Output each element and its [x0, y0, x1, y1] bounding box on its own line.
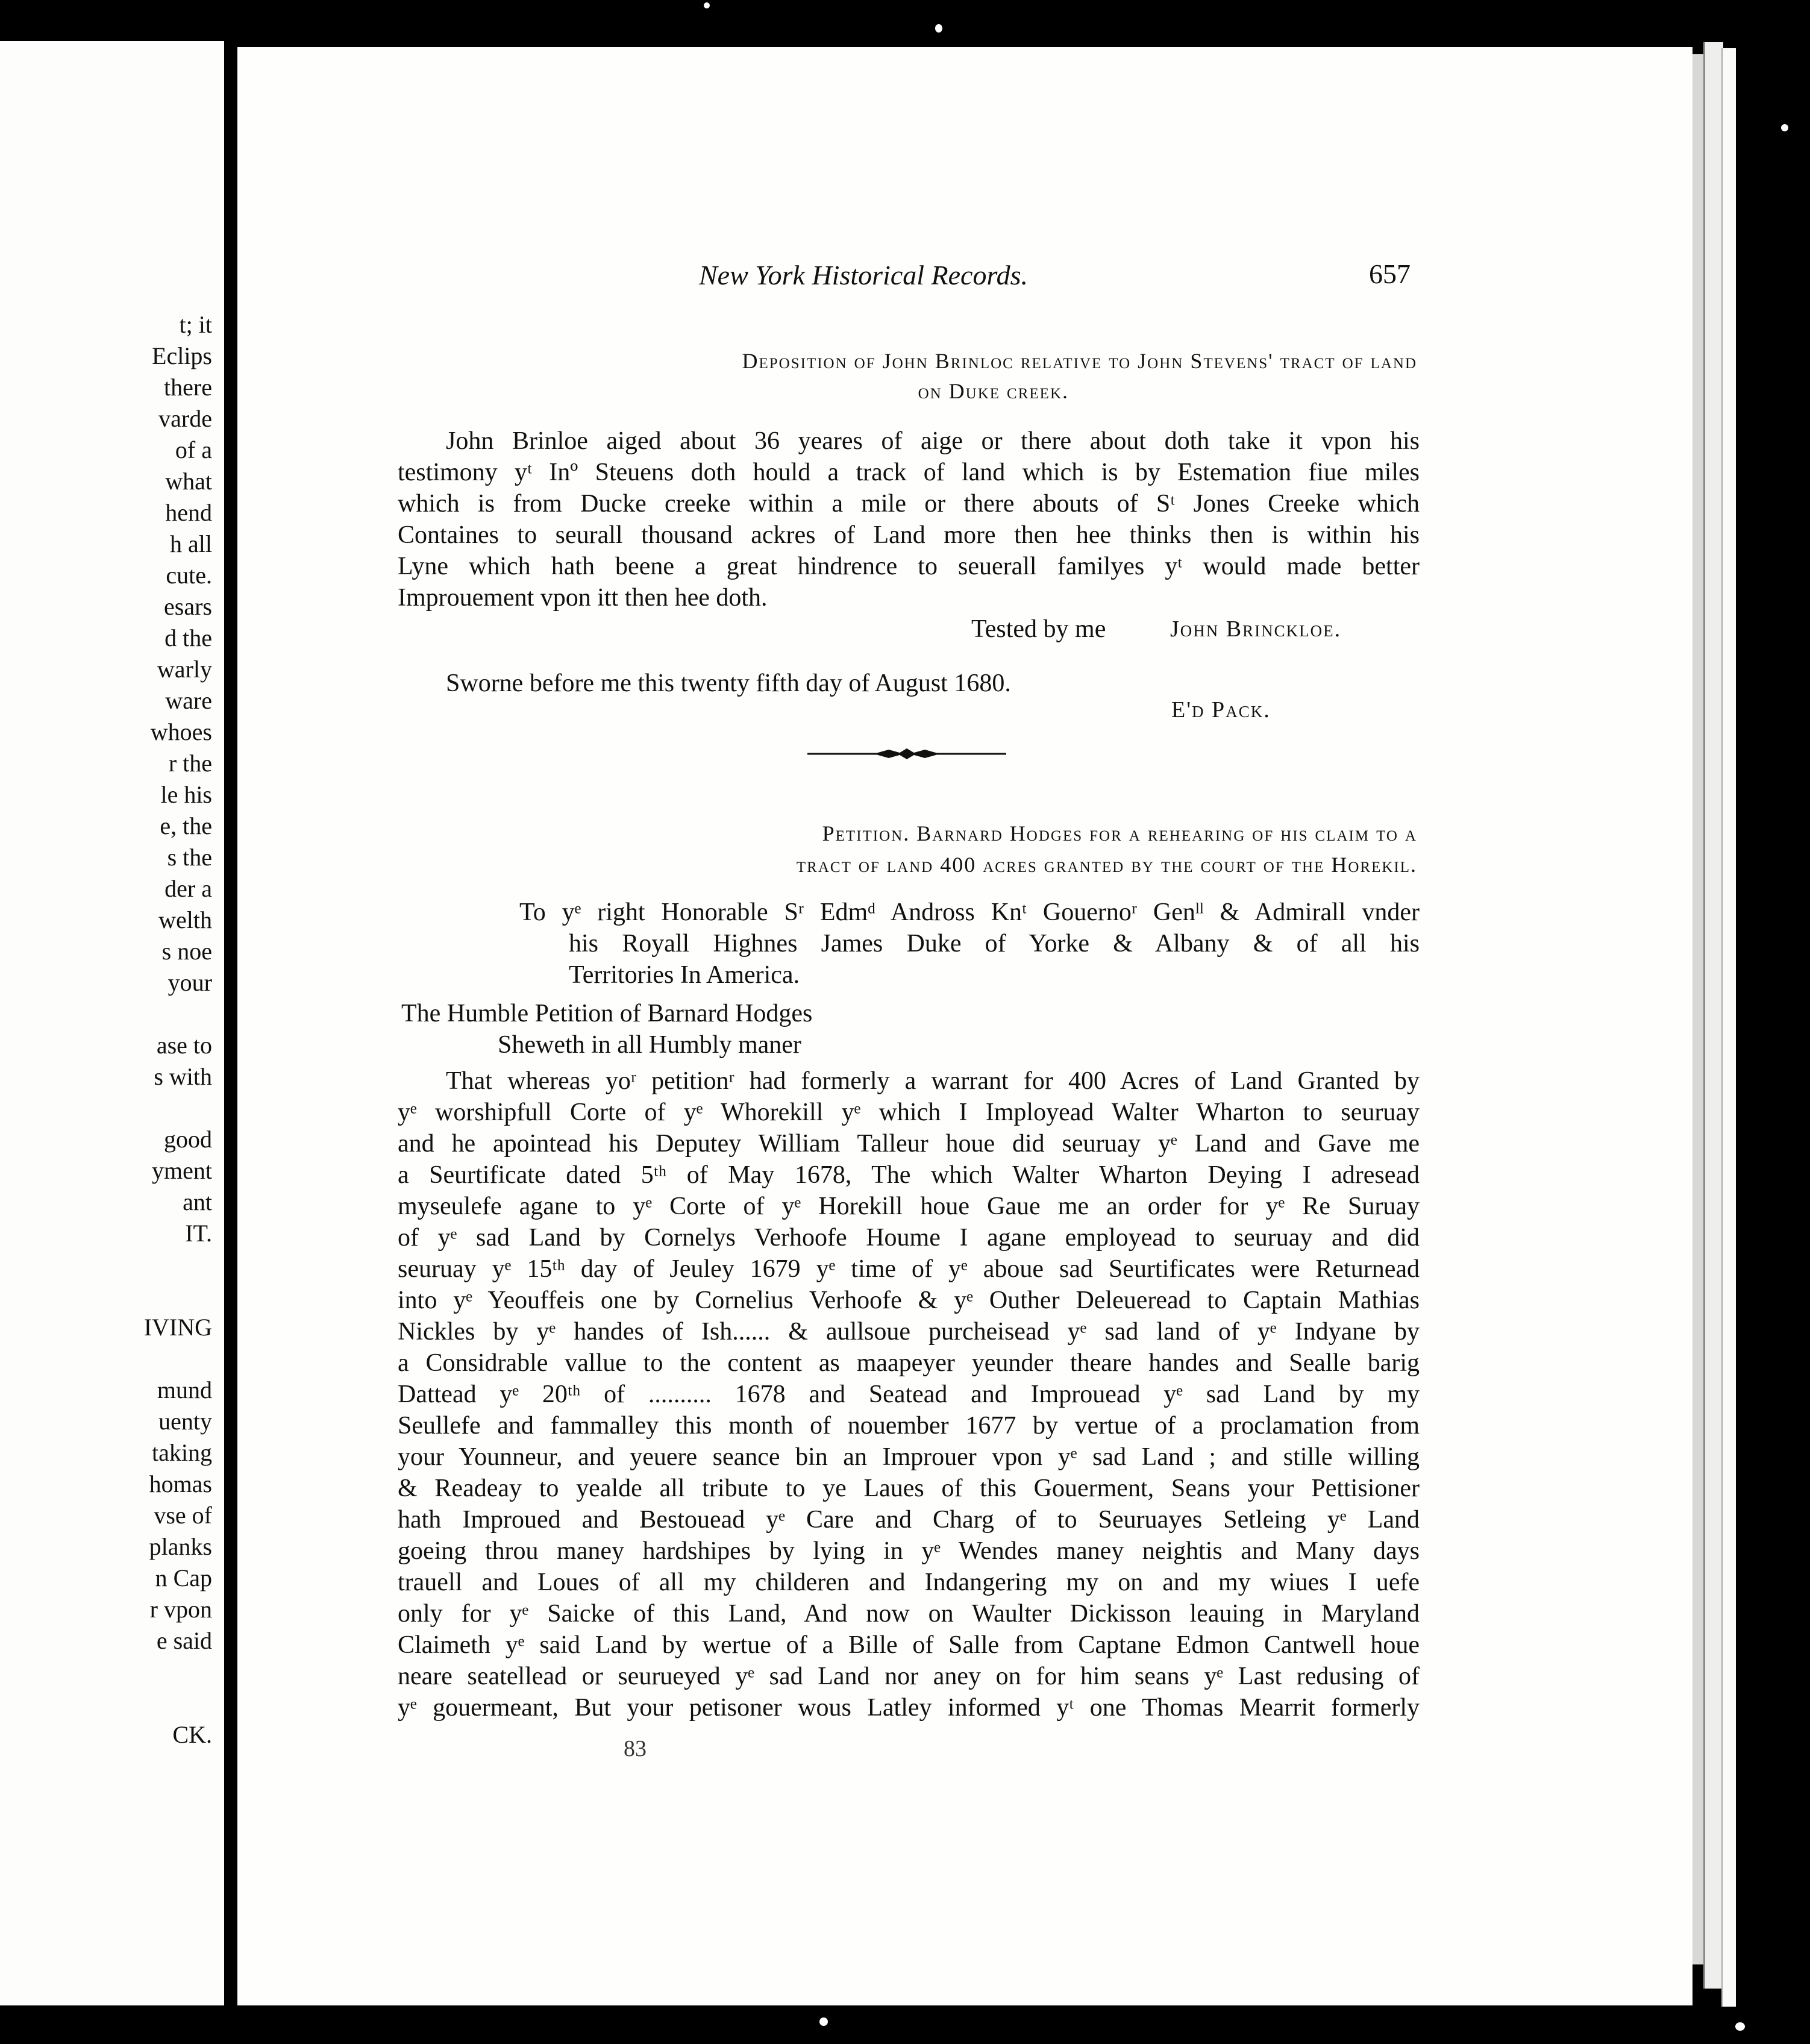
left-page-text-fragment: cute.	[166, 562, 212, 589]
left-page-text-fragment: CK.	[172, 1721, 212, 1748]
left-page-text-fragment: s noe	[161, 938, 212, 965]
signature-brinckloe: John Brinckloe.	[1170, 616, 1342, 642]
left-page-text-fragment: warly	[157, 656, 212, 683]
left-page-text-fragment: t; it	[179, 311, 212, 338]
left-page-text-fragment: planks	[149, 1533, 212, 1560]
left-page-text-fragment: good	[164, 1126, 212, 1153]
left-page-text-fragment: ware	[165, 687, 212, 714]
left-page-text-fragment: r vpon	[149, 1596, 212, 1623]
page-edge	[1693, 54, 1703, 1964]
left-page-text-fragment: uenty	[158, 1408, 212, 1435]
section2-heading-line2: tract of land 400 acres granted by the court of the Horekil.	[796, 853, 1417, 877]
address-line: Territories In America.	[569, 961, 800, 989]
page-edge	[1703, 42, 1723, 1989]
left-page-text-fragment: homas	[149, 1470, 212, 1497]
left-page-text-fragment: s the	[167, 844, 212, 871]
left-facing-page	[0, 41, 224, 2005]
section1-heading-line1: Deposition of John Brinloc relative to John Stevens' tract of land	[742, 349, 1417, 373]
left-page-text-fragment: IVING	[143, 1314, 212, 1341]
petition-line: neare seatellead or seurueyed yᵉ sad Land nor aney on for him seans yᵉ Last redusing of	[398, 1663, 1420, 1690]
left-page-text-fragment: hend	[165, 499, 212, 526]
page-edge	[1721, 48, 1736, 2007]
petition-line: into yᵉ Yeouffeis one by Cornelius Verhoofe & yᵉ Outher Deleueread to Captain Mathias	[398, 1287, 1420, 1314]
left-page-text-fragment: your	[168, 969, 212, 996]
left-page-text-fragment: vse of	[154, 1502, 212, 1529]
petition-line: goeing throu maney hardshipes by lying in yᵉ Wendes maney neightis and Many days	[398, 1537, 1420, 1565]
sworne-statement: Sworne before me this twenty fifth day of August 1680.	[446, 669, 1011, 697]
left-page-text-fragment: der a	[164, 875, 212, 902]
section1-line: Improuement vpon itt then hee doth.	[398, 584, 768, 612]
petition-line: yᵉ gouermeant, But your petisoner wous Latley informed yᵗ one Thomas Mearrit formerly	[398, 1694, 1420, 1722]
left-page-text-fragment: yment	[152, 1157, 212, 1184]
scan-speck	[819, 2017, 828, 2026]
petition-line: your Younneur, and yeuere seance bin an Improuer vpon yᵉ sad Land ; and stille willing	[398, 1443, 1420, 1471]
section1-heading-line2: on Duke creek.	[918, 379, 1069, 403]
left-page-text-fragment: ant	[183, 1188, 212, 1215]
left-page-text-fragment: s with	[154, 1063, 212, 1090]
left-page-text-fragment: varde	[158, 405, 212, 432]
left-page-text-fragment: of a	[175, 436, 212, 463]
scan-speck	[935, 24, 942, 33]
left-page-text-fragment: h all	[170, 530, 212, 557]
left-page-text-fragment: taking	[152, 1439, 212, 1466]
humble-petition-line: The Humble Petition of Barnard Hodges	[401, 1000, 813, 1027]
left-page-text-fragment: e said	[156, 1627, 212, 1654]
left-page-text-fragment: e, the	[160, 812, 212, 839]
left-page-text-fragment: d the	[164, 624, 212, 651]
left-page-text-fragment: IT.	[185, 1220, 212, 1247]
scan-speck	[704, 2, 710, 8]
left-page-text-fragment: there	[164, 374, 212, 401]
section2-heading-line1: Petition. Barnard Hodges for a rehearing of his claim to a	[822, 821, 1417, 845]
petition-line: of yᵉ sad Land by Cornelys Verhoofe Houme I agane employead to seuruay and did	[398, 1224, 1420, 1252]
address-line: his Royall Highnes James Duke of Yorke & Albany & of all his	[569, 930, 1420, 958]
section1-line: which is from Ducke creeke within a mile or there abouts of Sᵗ Jones Creeke which	[398, 490, 1420, 518]
left-page-text-fragment: le his	[160, 781, 212, 808]
sheweth-line: Sheweth in all Humbly maner	[498, 1031, 801, 1059]
petition-line: a Seurtificate dated 5ᵗʰ of May 1678, The which Walter Wharton Deying I adresead	[398, 1161, 1420, 1189]
tested-by: Tested by me	[971, 615, 1106, 643]
scan-speck	[1781, 124, 1788, 131]
petition-line: yᵉ worshipfull Corte of yᵉ Whorekill yᵉ which I Imployead Walter Wharton to seuruay	[398, 1099, 1420, 1126]
left-page-text-fragment: what	[165, 468, 212, 495]
section-divider-ornament	[807, 745, 1006, 763]
left-page-text-fragment: esars	[164, 593, 212, 620]
left-page-text-fragment: Eclips	[152, 342, 212, 369]
running-header-title: New York Historical Records.	[699, 260, 1029, 290]
scan-speck	[1735, 2022, 1745, 2031]
petition-line: & Readeay to yealde all tribute to ye Laues of this Gouerment, Seans your Pettisioner	[398, 1475, 1420, 1502]
petition-line: Nickles by yᵉ handes of Ish...... & aullsoue purcheisead yᵉ sad land of yᵉ Indyane by	[398, 1318, 1420, 1346]
book-gutter	[224, 41, 237, 2005]
petition-line: hath Improued and Bestouead yᵉ Care and Charg of to Seuruayes Setleing yᵉ Land	[398, 1506, 1420, 1534]
petition-line: Seullefe and fammalley this month of nouember 1677 by vertue of a proclamation from	[398, 1412, 1420, 1440]
petition-line: That whereas yoʳ petitionʳ had formerly a warrant for 400 Acres of Land Granted by	[446, 1067, 1420, 1095]
page-number: 657	[1369, 259, 1411, 289]
petition-line: and he apointead his Deputey William Talleur houe did seuruay yᵉ Land and Gave me	[398, 1130, 1420, 1158]
left-page-text-fragment: r the	[168, 750, 212, 777]
petition-line: myseulefe agane to yᵉ Corte of yᵉ Horekill houe Gaue me an order for yᵉ Re Suruay	[398, 1193, 1420, 1220]
petition-line: seuruay yᵉ 15ᵗʰ day of Jeuley 1679 yᵉ time of yᵉ aboue sad Seurtificates were Returnead	[398, 1255, 1420, 1283]
petition-line: a Considrable vallue to the content as maapeyer yeunder theare handes and Sealle barig	[398, 1349, 1420, 1377]
address-line: To yᵉ right Honorable Sʳ Edmᵈ Andross Knᵗ Gouernoʳ Genˡˡ & Admirall vnder	[519, 898, 1420, 926]
petition-line: Dattead yᵉ 20ᵗʰ of .......... 1678 and Seatead and Improuead yᵉ sad Land by my	[398, 1381, 1420, 1408]
section1-line: John Brinloe aiged about 36 yeares of aige or there about doth take it vpon his	[446, 427, 1420, 455]
left-page-text-fragment: welth	[158, 906, 212, 933]
petition-line: trauell and Loues of all my childeren and Indangering my on and my wiues I uefe	[398, 1569, 1420, 1596]
left-page-text-fragment: ase to	[156, 1032, 212, 1059]
section1-line: Containes to seurall thousand ackres of Land more then hee thinks then is within his	[398, 521, 1420, 549]
petition-line: only for yᵉ Saicke of this Land, And now on Waulter Dickisson leauing in Maryland	[398, 1600, 1420, 1628]
section1-line: testimony yᵗ Inº Steuens doth hould a track of land which is by Estemation fiue miles	[398, 459, 1420, 486]
signature-pack: E'd Pack.	[1171, 697, 1271, 723]
petition-line: Claimeth yᵉ said Land by wertue of a Bille of Salle from Captane Edmon Cantwell houe	[398, 1631, 1420, 1659]
left-page-text-fragment: mund	[157, 1376, 212, 1403]
left-page-text-fragment: whoes	[150, 718, 212, 745]
section1-line: Lyne which hath beene a great hindrence to seuerall familyes yᵗ would made better	[398, 553, 1420, 580]
signature-mark: 83	[624, 1736, 647, 1761]
left-page-text-fragment: n Cap	[155, 1564, 212, 1591]
